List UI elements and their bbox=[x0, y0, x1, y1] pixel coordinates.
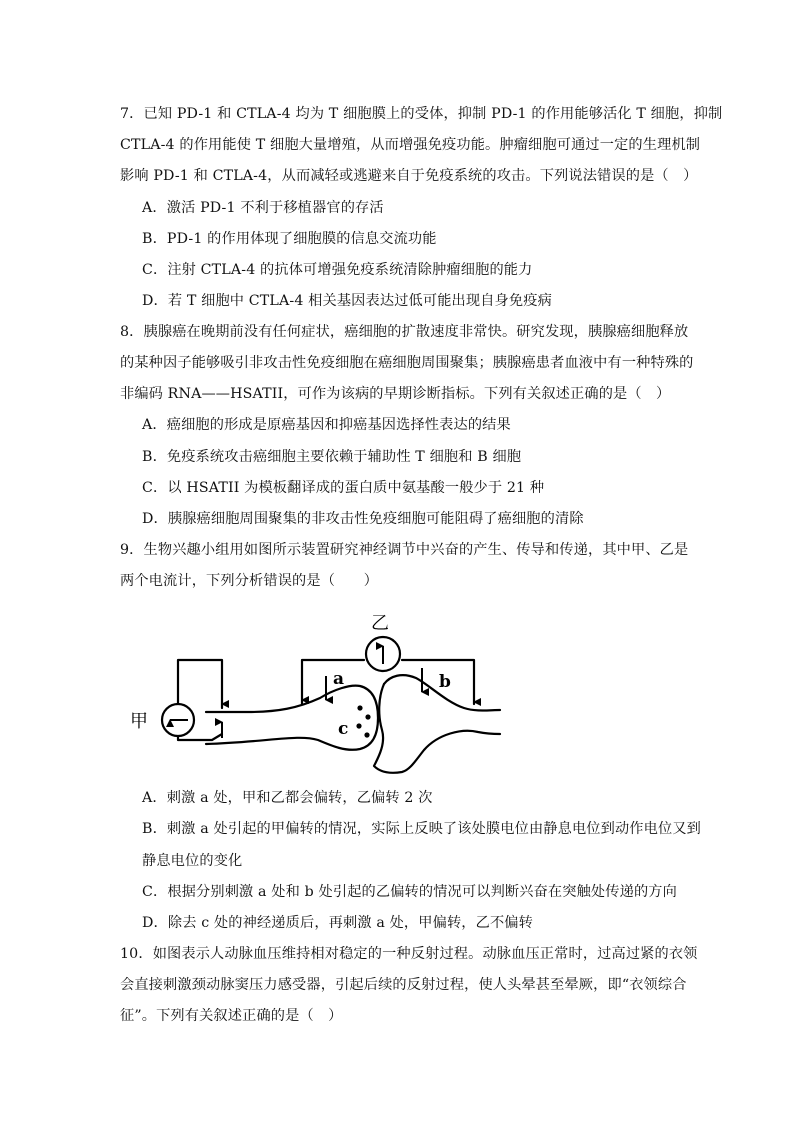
q8-option-c: C．以 HSATII 为模板翻译成的蛋白质中氨基酸一般少于 21 种 bbox=[142, 480, 545, 496]
q7-stem-line-3: 影响 PD-1 和 CTLA-4，从而减轻或逃避来自于免疫系统的攻击。下列说法错误的是（ ） bbox=[120, 168, 698, 184]
q8-stem-line-2: 的某种因子能够吸引非攻击性免疫细胞在癌细胞周围聚集；胰腺癌患者血液中有一种特殊的 bbox=[120, 355, 694, 371]
q9-stem-line-2: 两个电流计，下列分析错误的是（ ） bbox=[120, 573, 379, 589]
neuron-synapse-figure bbox=[128, 604, 508, 782]
q8-option-b: B．免疫系统攻击癌细胞主要依赖于辅助性 T 细胞和 B 细胞 bbox=[142, 449, 522, 465]
q8-option-d: D．胰腺癌细胞周围聚集的非攻击性免疫细胞可能阻碍了癌细胞的清除 bbox=[142, 511, 584, 527]
q9-option-c: C．根据分别刺激 a 处和 b 处引起的乙偏转的情况可以判断兴奋在突触处传递的方向 bbox=[142, 884, 677, 900]
q7-stem-line-2: CTLA-4 的作用能使 T 细胞大量增殖，从而增强免疫功能。肿瘤细胞可通过一定的生理机制 bbox=[120, 137, 701, 153]
synaptic-vesicles bbox=[356, 705, 370, 737]
q7-option-d: D．若 T 细胞中 CTLA-4 相关基因表达过低可能出现自身免疫病 bbox=[142, 293, 552, 309]
q7-option-b: B．PD-1 的作用体现了细胞膜的信息交流功能 bbox=[142, 231, 437, 247]
q8-stem-line-1: 8．胰腺癌在晚期前没有任何症状，癌细胞的扩散速度非常快。研究发现，胰腺癌细胞释放 bbox=[120, 324, 689, 340]
q9-option-b: B．刺激 a 处引起的甲偏转的情况，实际上反映了该处膜电位由静息电位到动作电位又到 bbox=[142, 821, 701, 837]
q9-stem-line-1: 9．生物兴趣小组用如图所示装置研究神经调节中兴奋的产生、传导和传递，其中甲、乙是 bbox=[120, 542, 689, 558]
q8-option-a: A．癌细胞的形成是原癌基因和抑癌基因选择性表达的结果 bbox=[142, 417, 511, 433]
q9-option-b-continued: 静息电位的变化 bbox=[142, 853, 243, 869]
q10-stem-line-1: 10．如图表示人动脉血压维持相对稳定的一种反射过程。动脉血压正常时，过高过紧的衣领 bbox=[120, 946, 698, 962]
label-b: b bbox=[439, 672, 451, 692]
label-jia: 甲 bbox=[130, 711, 148, 732]
q10-stem-line-3: 征”。下列有关叙述正确的是（ ） bbox=[120, 1008, 343, 1024]
label-yi: 乙 bbox=[371, 613, 389, 634]
label-a: a bbox=[333, 669, 345, 689]
q9-option-a: A．刺激 a 处，甲和乙都会偏转，乙偏转 2 次 bbox=[142, 790, 433, 806]
q9-option-d: D．除去 c 处的神经递质后，再刺激 a 处，甲偏转，乙不偏转 bbox=[142, 915, 533, 931]
label-c: c bbox=[338, 719, 349, 739]
q7-option-a: A．激活 PD-1 不利于移植器官的存活 bbox=[142, 200, 384, 216]
q10-stem-line-2: 会直接刺激颈动脉窦压力感受器，引起后续的反射过程，使人头晕甚至晕厥，即“衣领综合 bbox=[120, 977, 687, 993]
q8-stem-line-3: 非编码 RNA——HSATII，可作为该病的早期诊断指标。下列有关叙述正确的是（ ） bbox=[120, 386, 671, 402]
axon-upper-membrane bbox=[206, 686, 378, 750]
q7-option-c: C．注射 CTLA-4 的抗体可增强免疫系统清除肿瘤细胞的能力 bbox=[142, 262, 533, 278]
q7-stem-line-1: 7．已知 PD-1 和 CTLA-4 均为 T 细胞膜上的受体，抑制 PD-1 的作用能够活化 T 细胞，抑制 bbox=[120, 106, 723, 122]
galvanometer-jia-wire bbox=[178, 660, 222, 708]
